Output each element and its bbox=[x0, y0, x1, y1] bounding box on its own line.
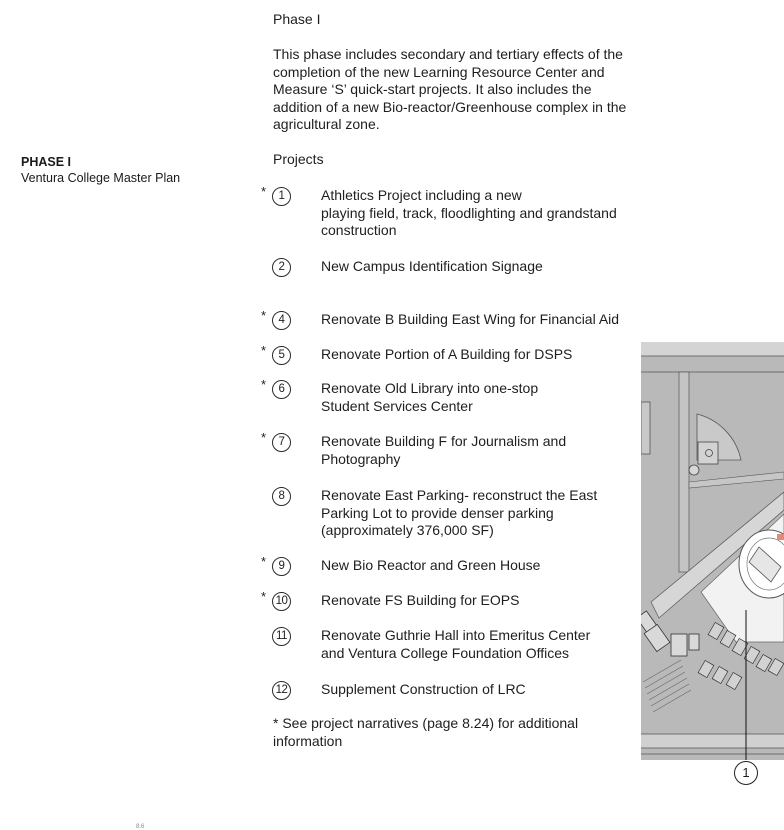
map-callout-number: 1 bbox=[742, 765, 750, 780]
project-description bbox=[321, 258, 651, 276]
project-description-line: playing field, track, floodlighting and grandstand bbox=[321, 204, 617, 221]
sidebar-subtitle: Ventura College Master Plan bbox=[21, 171, 181, 185]
priority-asterisk: * bbox=[261, 308, 267, 323]
page-heading: Phase I bbox=[273, 11, 321, 27]
project-description bbox=[321, 557, 651, 575]
project-description-line: New Campus Identification Signage bbox=[321, 258, 543, 274]
project-number: 2 bbox=[272, 258, 291, 277]
project-description-line: Renovate FS Building for EOPS bbox=[321, 592, 520, 608]
project-description bbox=[321, 187, 651, 240]
intro-paragraph: This phase includes secondary and tertiary effects of the completion of the new Learning Resource Center and Measure ‘S’ quick-start projects. It also includes the addition of a new Bio-reactor/Greenhouse complex in the agricultural zone. bbox=[273, 46, 627, 133]
project-number: 10 bbox=[272, 592, 291, 611]
projects-heading: Projects bbox=[273, 151, 324, 167]
project-number: 11 bbox=[272, 627, 291, 646]
campus-site-plan bbox=[641, 342, 784, 760]
project-description bbox=[321, 681, 651, 699]
project-description-line: construction bbox=[321, 222, 397, 239]
project-description-line: Athletics Project including a new bbox=[321, 187, 522, 203]
project-description-line: Renovate Portion of A Building for DSPS bbox=[321, 346, 573, 362]
priority-asterisk: * bbox=[261, 589, 267, 604]
project-description-line: New Bio Reactor and Green House bbox=[321, 557, 541, 573]
project-description-line: Renovate Old Library into one-stop bbox=[321, 380, 539, 396]
project-number: 4 bbox=[272, 311, 291, 330]
priority-asterisk: * bbox=[261, 343, 267, 358]
project-description bbox=[321, 433, 651, 468]
sidebar-title: PHASE I bbox=[21, 155, 72, 169]
project-number: 1 bbox=[272, 187, 291, 206]
map-callout bbox=[734, 761, 758, 785]
project-description-line: and Ventura College Foundation Offices bbox=[321, 644, 570, 661]
project-description bbox=[321, 592, 651, 610]
project-description bbox=[321, 346, 651, 364]
project-number: 8 bbox=[272, 487, 291, 506]
project-description-line: (approximately 376,000 SF) bbox=[321, 522, 494, 539]
project-description-line: Renovate Guthrie Hall into Emeritus Center bbox=[321, 627, 591, 643]
project-description bbox=[321, 627, 651, 662]
project-description bbox=[321, 487, 651, 540]
project-description-line: Photography bbox=[321, 450, 401, 467]
page-number: 8.6 bbox=[136, 824, 145, 830]
priority-asterisk: * bbox=[261, 430, 267, 445]
priority-asterisk: * bbox=[261, 377, 267, 392]
project-description-line: Renovate East Parking- reconstruct the East bbox=[321, 487, 598, 503]
project-number: 6 bbox=[272, 380, 291, 399]
project-description-line: Student Services Center bbox=[321, 397, 473, 414]
project-number: 12 bbox=[272, 681, 291, 700]
priority-asterisk: * bbox=[261, 184, 267, 199]
project-number: 5 bbox=[272, 346, 291, 365]
project-description bbox=[321, 380, 651, 415]
project-number: 9 bbox=[272, 557, 291, 576]
project-description-line: Supplement Construction of LRC bbox=[321, 681, 526, 697]
footnote: * See project narratives (page 8.24) for additional information bbox=[273, 715, 579, 749]
project-description-line: Parking Lot to provide denser parking bbox=[321, 504, 554, 521]
project-description-line: Renovate B Building East Wing for Financial Aid bbox=[321, 311, 620, 327]
project-description-line: Renovate Building F for Journalism and bbox=[321, 433, 567, 449]
project-number: 7 bbox=[272, 433, 291, 452]
priority-asterisk: * bbox=[261, 554, 267, 569]
project-description bbox=[321, 311, 651, 329]
